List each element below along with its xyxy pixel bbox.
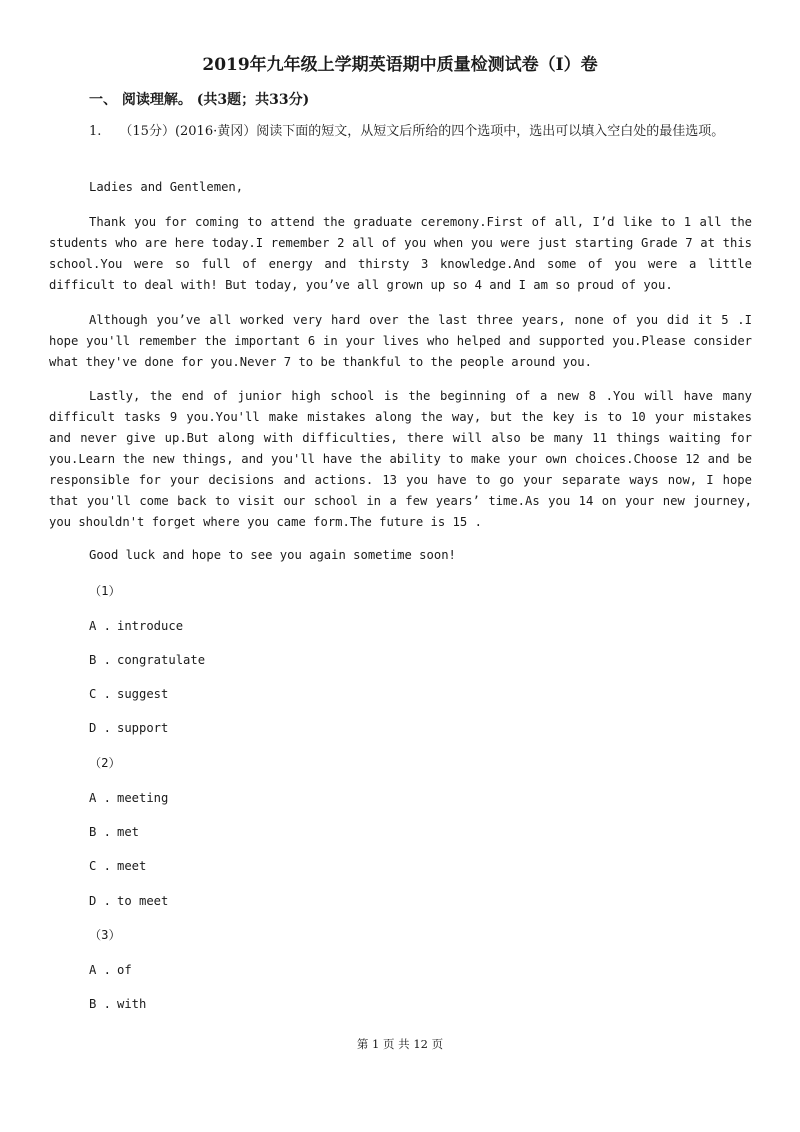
- passage-paragraph-3: Lastly, the end of junior high school is the beginning of a new 8 .You will have many difficult tasks 9 you.You'll make mistakes along the way, but the key is to 10 your mistakes and never give up.But along with difficulties, there will also be many 11 things waiting for you.Learn the new things, and you'll have the ability to make your own choices.Choose 12 and be responsible for your decisions and actions. 13 you have to go your separate ways now, I hope that you'll come back to visit our school in a few years’ time.As you 14 on your new journey, you shouldn't forget where you came form.The future is 15 .: [49, 389, 752, 529]
- option-letter: C .: [89, 687, 112, 701]
- subquestion-1-label: （1）: [89, 584, 121, 598]
- option-3b[interactable]: [89, 997, 146, 1011]
- subquestion-3-label: （3）: [89, 928, 121, 942]
- option-2b[interactable]: [89, 825, 139, 839]
- option-2c[interactable]: [89, 859, 146, 873]
- section-heading: 一、 阅读理解。 (共3题；共33分): [89, 92, 310, 108]
- option-letter: B .: [89, 997, 112, 1011]
- option-text: suggest: [117, 687, 169, 701]
- option-letter: C .: [89, 859, 112, 873]
- option-2d[interactable]: [89, 894, 168, 908]
- option-3a[interactable]: [89, 963, 132, 977]
- question-1-instruction: [49, 121, 752, 142]
- option-text: support: [117, 721, 169, 735]
- option-text: meeting: [117, 791, 169, 805]
- option-1b[interactable]: [89, 653, 205, 667]
- option-text: with: [117, 997, 147, 1011]
- option-letter: B .: [89, 653, 112, 667]
- page-footer: 第 1 页 共 12 页: [356, 1037, 444, 1051]
- option-text: of: [117, 963, 132, 977]
- option-text: congratulate: [117, 653, 206, 667]
- option-letter: D .: [89, 721, 112, 735]
- passage-salutation: Ladies and Gentlemen,: [89, 180, 244, 194]
- option-1d[interactable]: [89, 721, 168, 735]
- option-letter: A .: [89, 619, 112, 633]
- subquestion-2-label: （2）: [89, 756, 121, 770]
- passage-closing: Good luck and hope to see you again sometime soon!: [89, 548, 456, 562]
- option-letter: A .: [89, 963, 112, 977]
- option-text: to meet: [117, 894, 169, 908]
- option-text: meet: [117, 859, 147, 873]
- option-letter: A .: [89, 791, 112, 805]
- question-number: 1.: [89, 124, 102, 139]
- passage-paragraph-1: Thank you for coming to attend the graduate ceremony.First of all, I’d like to 1 all the students who are here today.I remember 2 all of you when you were just starting Grade 7 at this school.You were so full of energy and thirsty 3 knowledge.And some of you were a little difficult to deal with! But today, you’ve all grown up so 4 and I am so proud of you.: [49, 215, 752, 292]
- question-instruction-text: （15分）(2016·黄冈）阅读下面的短文，从短文后所给的四个选项中，选出可以填入空白处的最佳选项。: [119, 124, 725, 139]
- option-text: introduce: [117, 619, 184, 633]
- option-text: met: [117, 825, 140, 839]
- option-letter: D .: [89, 894, 112, 908]
- option-1a[interactable]: [89, 619, 183, 633]
- exam-title: 2019年九年级上学期英语期中质量检测试卷（I）卷: [202, 55, 598, 75]
- option-letter: B .: [89, 825, 112, 839]
- option-2a[interactable]: [89, 791, 168, 805]
- option-1c[interactable]: [89, 687, 168, 701]
- passage-paragraph-2: Although you’ve all worked very hard over the last three years, none of you did it 5 .I hope you'll remember the important 6 in your lives who helped and supported you.Please consider what they've done for you.Never 7 to be thankful to the people around you.: [49, 313, 752, 369]
